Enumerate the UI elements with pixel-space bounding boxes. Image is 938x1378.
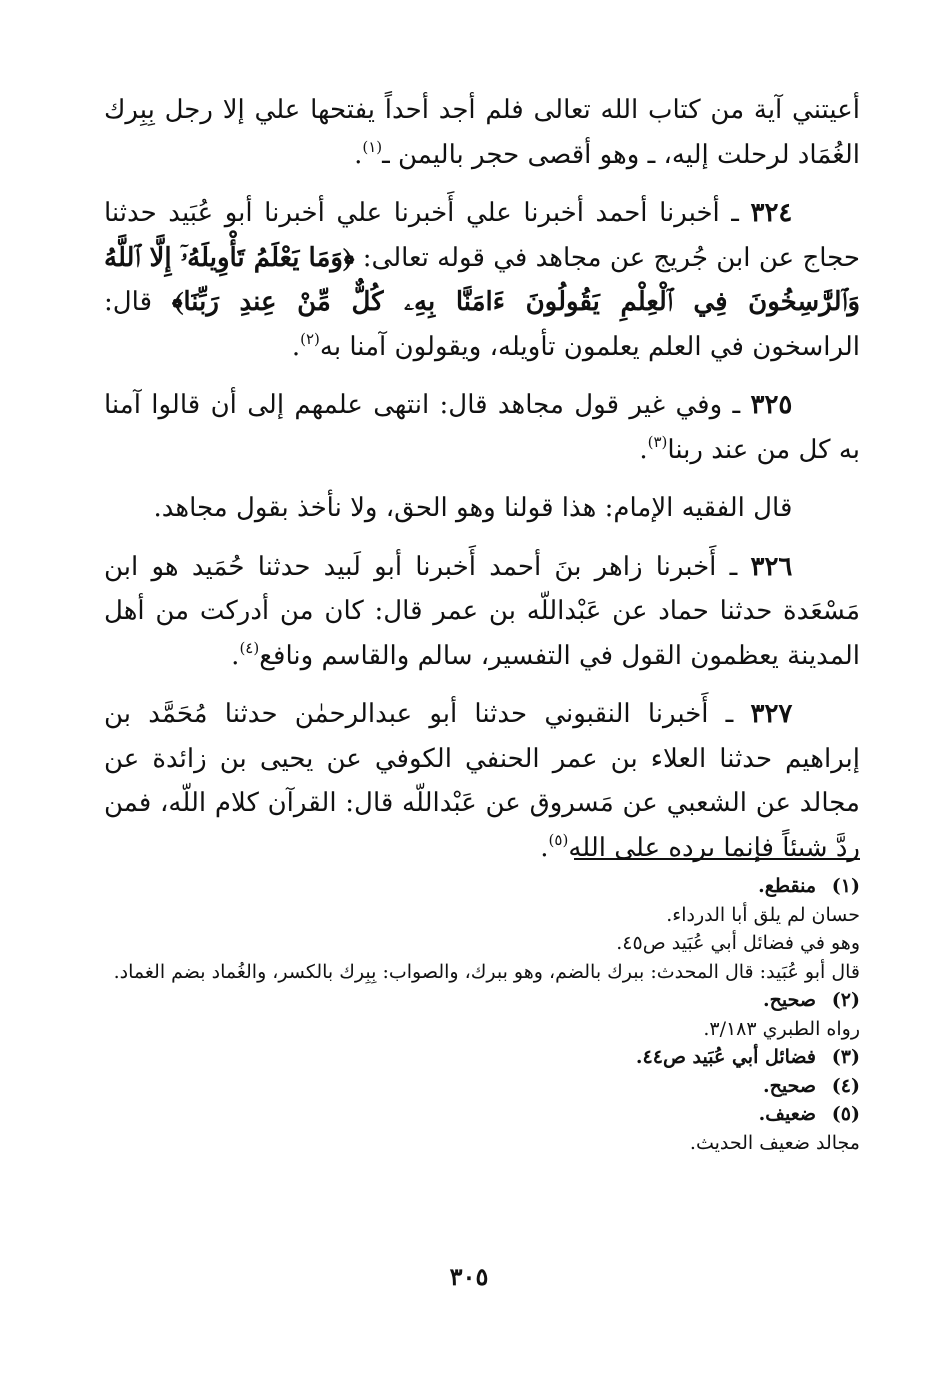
paragraph-end: . <box>639 434 648 465</box>
footnote-number: (٤) <box>831 1074 860 1097</box>
footnote-title: صحيح. <box>762 989 816 1011</box>
paragraph-text: ـ وفي غير قول مجاهد قال: انتهى علمهم إلى أن قالوا آمنا به كل من عند ربنا <box>104 390 860 465</box>
footnote-4 <box>80 1072 860 1101</box>
footnote-head <box>80 986 860 1015</box>
footnote-number: (٣) <box>831 1046 860 1068</box>
paragraph-text: ـ أَخبرنا زاهر بنَ أحمد أَخبرنا أبو لَبيد حدثنا حُمَيد هو ابن مَسْعَدة حدثنا حماد عن عَبْداللّه بن عمر قال: كان من أدركت من أهل المدينة يعظمون القول في التفسير، سالم والقاسم ونافع <box>104 551 860 671</box>
paragraph-text: ـ أَخبرنا النقبوني حدثنا أبو عبدالرحمٰن حدثنا مُحَمَّد بن إبراهيم حدثنا العلاء بن عمر الحنفي الكوفي عن يحيى بن زائدة عن مجالد عن الشعبي عن مَسروق عن عَبْداللّه قال: القرآن كلام اللّه، فمن ردَّ شيئاً فإنما يرده على الله <box>104 699 860 863</box>
hadith-number: ٣٢٦ <box>750 551 793 582</box>
footnote-title: ضعيف. <box>758 1103 816 1125</box>
footnote-2 <box>80 986 860 1043</box>
paragraph-end: . <box>540 832 549 863</box>
paragraph-text: أعيتني آية من كتاب الله تعالى فلم أجد أحداً يفتحها علي إلا رجل بِبِرك الغُمَاد لرحلت إليه، ـ وهو أقصى حجر باليمن ـ <box>104 95 860 170</box>
paragraph-325 <box>104 383 860 472</box>
footnote-title: منقطع. <box>758 875 816 897</box>
hadith-number: ٣٢٤ <box>750 198 793 228</box>
quran-verse: ﴿وَمَا يَعْلَمُ تَأْوِيلَهُۥٓ إِلَّا ٱللَّهُ وَٱلرَّٰسِخُونَ فِي ٱلْعِلْمِ يَقُولُونَ ءَامَنَّا بِهِۦ كُلٌّ مِّنْ عِندِ رَبِّنَا﴾ <box>104 242 860 317</box>
hadith-number: ٣٢٥ <box>750 390 793 420</box>
footnote-head <box>80 1100 860 1129</box>
footnote-head <box>80 1072 860 1101</box>
footnote-line: رواه الطبري ٣/١٨٣. <box>703 1017 860 1040</box>
footnote-title: صحيح. <box>762 1074 816 1097</box>
footnote-line: حسان لم يلق أبا الدرداء. <box>666 903 860 926</box>
paragraph-327 <box>104 692 860 870</box>
footnote-ref[interactable]: (٥) <box>548 830 569 849</box>
page-number: ٣٠٥ <box>449 1262 489 1291</box>
footnote-head <box>80 872 860 901</box>
paragraph-continuation <box>104 88 860 177</box>
paragraph-end: . <box>354 139 363 170</box>
footnote-ref[interactable]: (٢) <box>300 329 320 348</box>
hadith-number: ٣٢٧ <box>750 699 793 729</box>
footnote-number: (١) <box>831 875 860 897</box>
footnote-ref[interactable]: (٣) <box>647 432 668 451</box>
footnote-1 <box>80 872 860 986</box>
paragraph-end: . <box>291 331 301 362</box>
footnote-line: مجالد ضعيف الحديث. <box>689 1131 860 1154</box>
footnote-5 <box>80 1100 860 1157</box>
paragraph-text: قال: الراسخون في العلم يعلمون تأويله، ويقولون آمنا به <box>104 287 860 362</box>
footnote-number: (٥) <box>831 1103 860 1125</box>
footnote-ref[interactable]: (٤) <box>239 638 260 657</box>
footnote-head <box>80 1043 860 1072</box>
footnote-number: (٢) <box>831 989 860 1011</box>
footnote-line: وهو في فضائل أبي عُبَيد ص٤٥. <box>616 932 860 954</box>
paragraph-text: ـ أخبرنا أحمد أخبرنا علي أَخبرنا علي أخبرنا أبو عُبَيد حدثنا حجاج عن ابن جُريج عن مجاهد في قوله تعالى: <box>104 198 861 273</box>
paragraph-text: قال الفقيه الإمام: هذا قولنا وهو الحق، ولا نأخذ بقول مجاهد. <box>153 493 793 523</box>
paragraph-326 <box>104 545 860 679</box>
footnote-line: قال أبو عُبَيد: قال المحدث: ببرك بالضم، وهو ببرك، والصواب: بِبِرك بالكسر، والغُماد بضم الغماد. <box>113 960 860 983</box>
footnote-3 <box>80 1043 860 1072</box>
paragraph-end: . <box>231 640 240 671</box>
paragraph-faqih <box>104 486 860 531</box>
paragraph-324 <box>104 191 860 369</box>
footnote-title: فضائل أبي عُبَيد ص٤٤. <box>635 1046 816 1068</box>
page-body <box>104 88 860 884</box>
footnote-separator <box>574 858 860 860</box>
footnotes <box>80 872 860 1157</box>
footnote-ref[interactable]: (١) <box>362 137 383 156</box>
